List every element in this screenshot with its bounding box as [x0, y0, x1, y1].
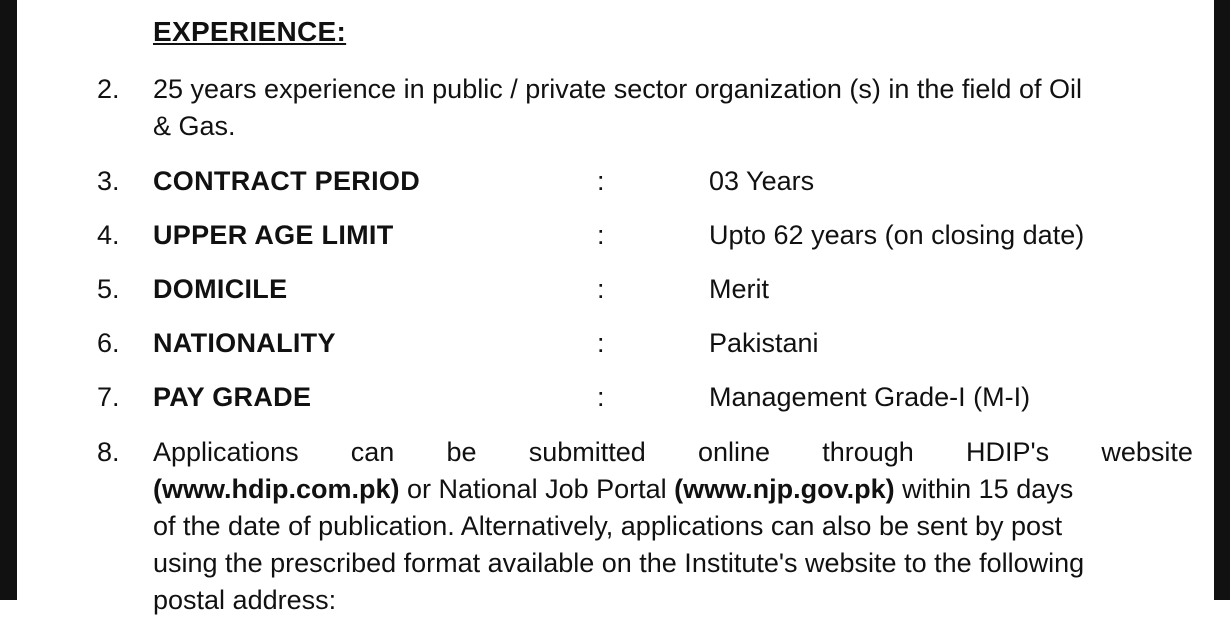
field-value-nationality: Pakistani [709, 328, 819, 358]
instructions-line-4: using the prescribed format available on the Institute's website to the following [153, 548, 1085, 578]
instructions-line-5: postal address: [153, 585, 337, 615]
instructions-line-1 [153, 434, 1193, 471]
field-value-upper-age-limit: Upto 62 years (on closing date) [709, 220, 1085, 250]
document-page [17, 0, 1214, 615]
text-segment: or National Job Portal [399, 474, 675, 504]
word: submitted [528, 437, 646, 467]
field-colon: : [597, 274, 605, 304]
item-number: 5. [97, 274, 120, 304]
item-number: 4. [97, 220, 120, 250]
experience-line-1: 25 years experience in public / private sector organization (s) in the field of Oil [153, 74, 1082, 104]
border-left [0, 0, 17, 600]
instructions-line-3: of the date of publication. Alternatively, applications can also be sent by post [153, 511, 1063, 541]
section-heading-experience: EXPERIENCE: [153, 16, 347, 47]
item-number: 7. [97, 382, 120, 412]
word: through [822, 437, 914, 467]
field-label-pay-grade: PAY GRADE [153, 382, 312, 412]
item-number: 2. [97, 74, 120, 104]
application-instructions [153, 434, 1193, 619]
item-number: 8. [97, 437, 120, 467]
field-value-domicile: Merit [709, 274, 769, 304]
border-right [1214, 0, 1230, 600]
item-number: 3. [97, 166, 120, 196]
text-segment: within 15 days [894, 474, 1074, 504]
field-label-contract-period: CONTRACT PERIOD [153, 166, 420, 196]
hdip-website-link[interactable]: (www.hdip.com.pk) [153, 474, 400, 504]
word: HDIP's [966, 437, 1050, 467]
field-label-domicile: DOMICILE [153, 274, 288, 304]
field-colon: : [597, 328, 605, 358]
field-colon: : [597, 382, 605, 412]
field-value-contract-period: 03 Years [709, 166, 815, 196]
field-value-pay-grade: Management Grade-I (M-I) [709, 382, 1031, 412]
word: be [446, 437, 477, 467]
word: website [1101, 437, 1193, 467]
field-label-upper-age-limit: UPPER AGE LIMIT [153, 220, 394, 250]
field-label-nationality: NATIONALITY [153, 328, 336, 358]
experience-line-2: & Gas. [153, 111, 236, 141]
item-number: 6. [97, 328, 120, 358]
word: online [698, 437, 771, 467]
word: can [350, 437, 395, 467]
instructions-line-2 [153, 471, 1193, 508]
experience-requirement [153, 71, 1193, 145]
field-colon: : [597, 166, 605, 196]
word: Applications [153, 437, 299, 467]
field-colon: : [597, 220, 605, 250]
njp-portal-link[interactable]: (www.njp.gov.pk) [674, 474, 895, 504]
